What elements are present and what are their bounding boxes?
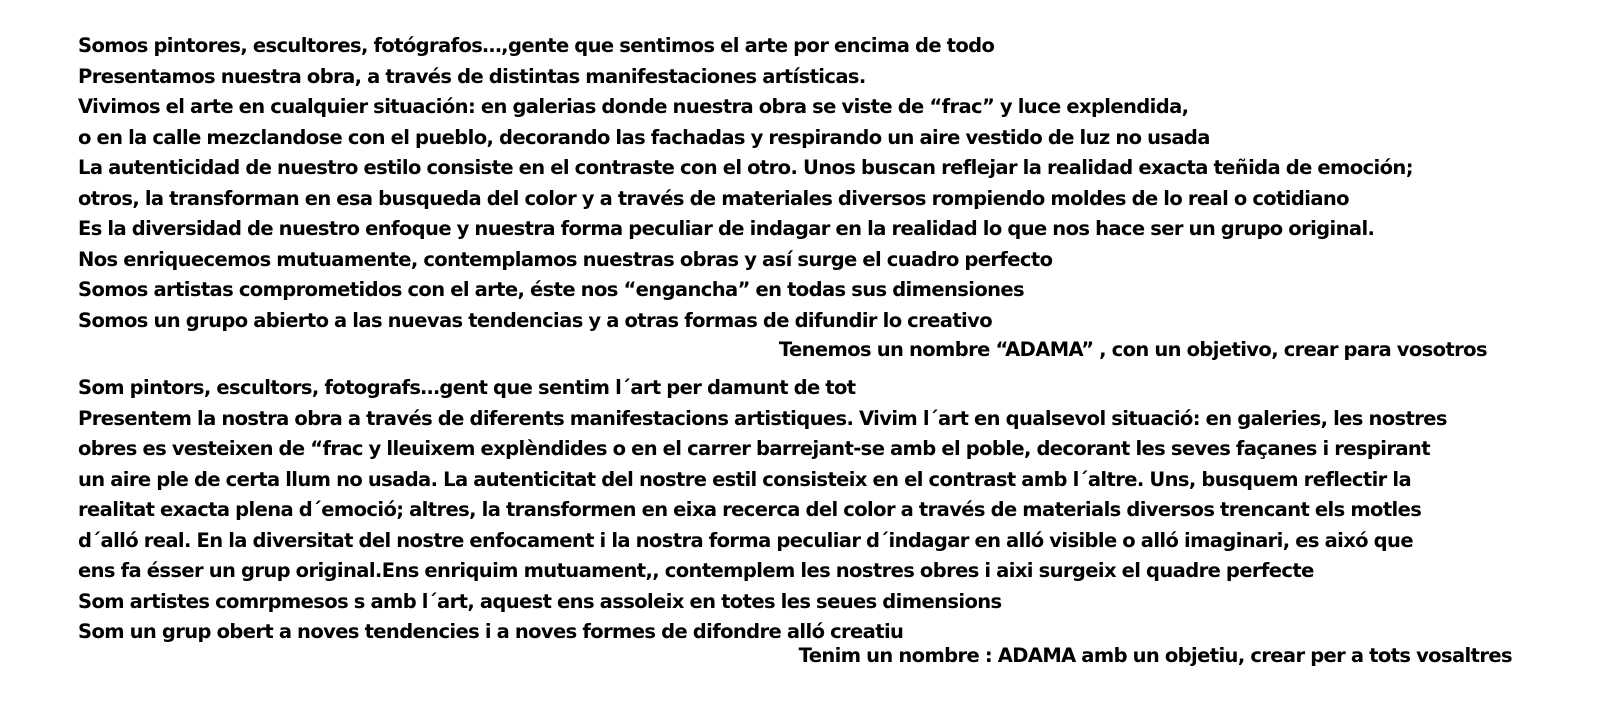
catalan-line-4: un aire ple de certa llum no usada. La autenticitat del nostre estil consisteix en el contrast amb l´altre. Uns, busquem reflectir la bbox=[78, 467, 1412, 491]
catalan-line-7: ens fa ésser un grup original.Ens enriquim mutuament,, contemplem les nostres obres i aixi surgeix el quadre perfecte bbox=[78, 559, 1314, 582]
catalan-line-3: obres es vesteixen de “frac y lleuixem explèndides o en el carrer barrejant-se amb el poble, decorant les seves façanes i respirant bbox=[78, 437, 1430, 460]
catalan-signature: Tenim un nombre : ADAMA amb un objetiu, crear per a tots vosaltres bbox=[798, 644, 1512, 667]
spanish-line-1: Somos pintores, escultores, fotógrafos…,gente que sentimos el arte por encima de todo bbox=[78, 34, 995, 57]
spanish-line-6: otros, la transforman en esa busqueda del color y a través de materiales diversos rompiendo moldes de lo real o cotidiano bbox=[78, 186, 1349, 210]
spanish-manifesto bbox=[78, 31, 1413, 336]
spanish-line-2: Presentamos nuestra obra, a través de distintas manifestaciones artísticas. bbox=[78, 64, 866, 88]
catalan-line-9: Som un grup obert a noves tendencies i a noves formes de difondre alló creatiu bbox=[78, 620, 904, 643]
catalan-line-1: Som pintors, escultors, fotografs…gent que sentim l´art per damunt de tot bbox=[78, 376, 856, 399]
catalan-line-8: Som artistes comrpmesos s amb l´art, aquest ens assoleix en totes les seues dimensions bbox=[78, 589, 1002, 613]
spanish-line-8: Nos enriquecemos mutuamente, contemplamos nuestras obras y así surge el cuadro perfecto bbox=[78, 247, 1053, 271]
catalan-line-5: realitat exacta plena d´emoció; altres, la transformen en eixa recerca del color a través de materials diversos trencant els motles bbox=[78, 498, 1422, 521]
spanish-line-3: Vivimos el arte en cualquier situación: en galerias donde nuestra obra se viste de “frac” y luce explendida, bbox=[78, 95, 1189, 118]
spanish-line-5: La autenticidad de nuestro estilo consiste en el contraste con el otro. Unos buscan reflejar la realidad exacta teñida de emoción; bbox=[78, 156, 1413, 179]
spanish-line-4: o en la calle mezclandose con el pueblo, decorando las fachadas y respirando un aire vestido de luz no usada bbox=[78, 125, 1210, 149]
spanish-line-10: Somos un grupo abierto a las nuevas tendencias y a otras formas de difundir lo creativo bbox=[78, 308, 993, 332]
catalan-line-6: d´alló real. En la diversitat del nostre enfocament i la nostra forma peculiar d´indagar en alló visible o alló imaginari, es aixó que bbox=[78, 528, 1413, 552]
spanish-line-7: Es la diversidad de nuestro enfoque y nuestra forma peculiar de indagar en la realidad lo que nos hace ser un grupo original. bbox=[78, 217, 1375, 240]
spanish-line-9: Somos artistas comprometidos con el arte, éste nos “engancha” en todas sus dimensiones bbox=[78, 278, 1025, 301]
spanish-signature: Tenemos un nombre “ADAMA” , con un objetivo, crear para vosotros bbox=[778, 338, 1487, 361]
catalan-line-2: Presentem la nostra obra a través de diferents manifestacions artistiques. Vivim l´art en qualsevol situació: en galeries, les nostres bbox=[78, 406, 1447, 430]
catalan-manifesto bbox=[78, 373, 1447, 648]
